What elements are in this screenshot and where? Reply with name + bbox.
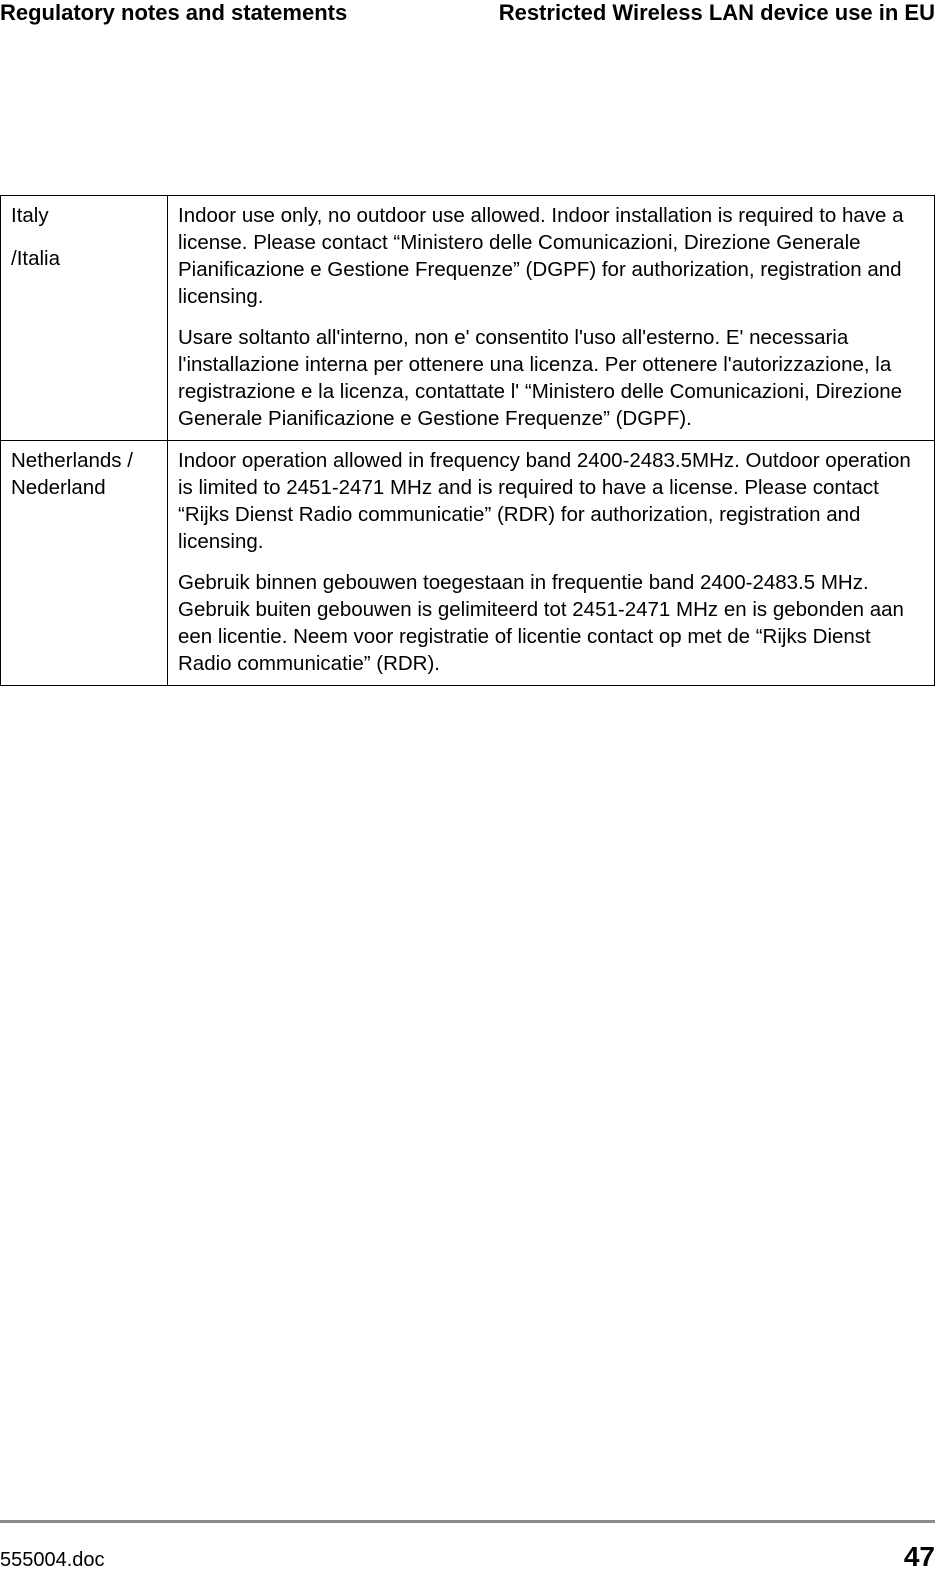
country-name: Netherlands / Nederland <box>11 449 133 499</box>
table-row-netherlands <box>1 441 935 686</box>
country-cell <box>1 441 168 686</box>
table-row-italy <box>1 196 935 441</box>
description-cell <box>168 196 935 441</box>
country-name-local: /Italia <box>11 247 60 270</box>
country-name: Italy <box>11 204 49 227</box>
description-cell <box>168 441 935 686</box>
description-local: Gebruik binnen gebouwen toegestaan in frequentie band 2400-2483.5 MHz. Gebruik buiten gebouwen is gelimiteerd tot 2451-2471 MHz en is gebonden aan een licentie. Neem voor registratie of licentie contact op met de “Rijks Dienst Radio communicatie” (RDR). <box>178 571 904 675</box>
description-english: Indoor operation allowed in frequency band 2400-2483.5MHz. Outdoor operation is limited to 2451-2471 MHz and is required to have a license. Please contact “Rijks Dienst Radio communicatie” (RDR) for authorization, registration and licensing. <box>178 449 911 553</box>
description-local: Usare soltanto all'interno, non e' consentito l'uso all'esterno. E' necessaria l'installazione interna per ottenere una licenza. Per ottenere l'autorizzazione, la registrazione e la licenza, contattate l' “Ministero delle Comunicazioni, Direzione Generale Pianificazione e Gestione Frequenze” (DGPF). <box>178 326 903 430</box>
regulatory-table <box>0 195 935 686</box>
document-name: 555004.doc <box>0 1549 105 1571</box>
page-header <box>0 0 946 28</box>
chapter-title: Restricted Wireless LAN device use in EU <box>498 0 935 25</box>
country-cell <box>1 196 168 441</box>
description-english: Indoor use only, no outdoor use allowed. Indoor installation is required to have a license. Please contact “Ministero delle Comunicazioni, Direzione Generale Pianificazione e Gestione Frequenze” (DGPF) for authorization, registration and licensing. <box>178 204 904 308</box>
section-title: Regulatory notes and statements <box>0 0 348 25</box>
page-number: 47 <box>903 1541 935 1572</box>
footer-divider <box>0 1520 935 1523</box>
